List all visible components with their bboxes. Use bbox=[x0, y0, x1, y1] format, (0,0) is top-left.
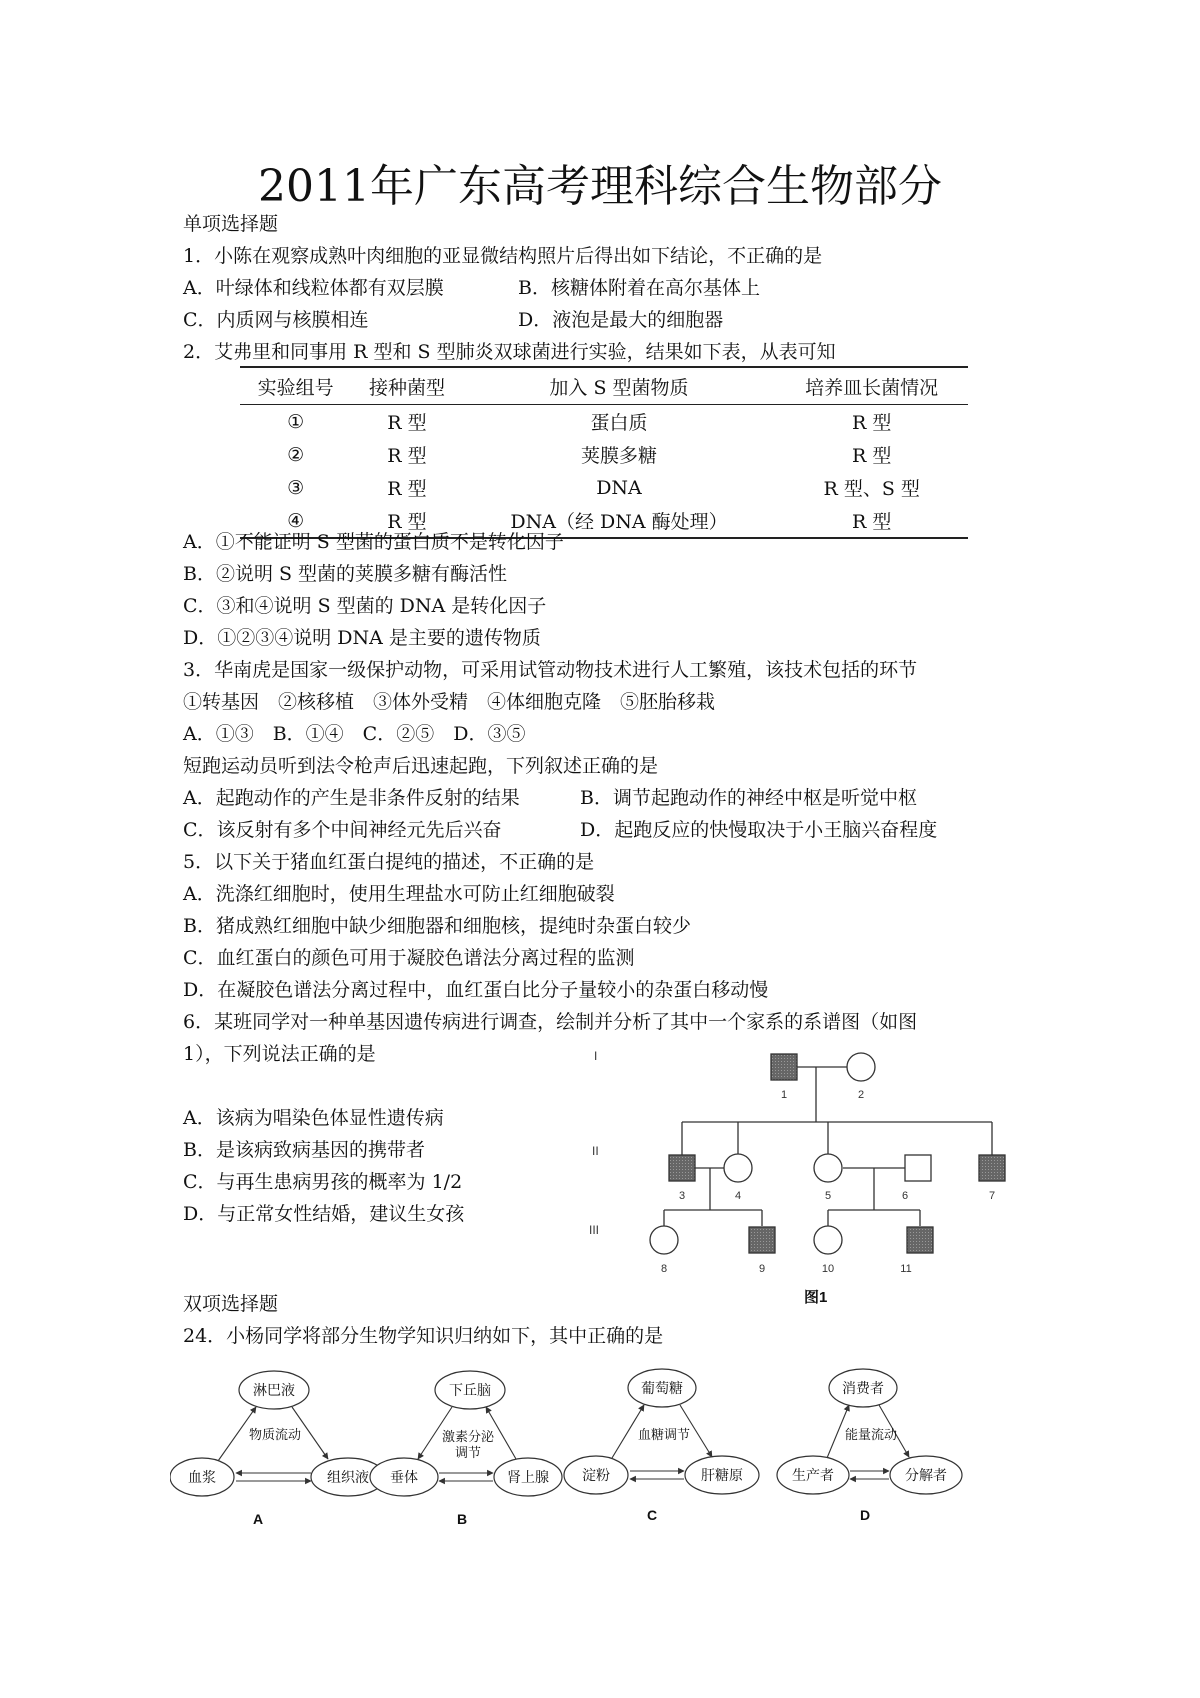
q6-stem-cont: 1），下列说法正确的是 bbox=[183, 1043, 376, 1065]
q2-option-c: C．③和④说明 S 型菌的 DNA 是转化因子 bbox=[183, 595, 547, 617]
pedigree-gen-label: III bbox=[589, 1223, 600, 1237]
section-double-choice: 双项选择题 bbox=[183, 1293, 279, 1315]
q1-option-c: C．内质网与核膜相连 bbox=[183, 309, 369, 331]
q4-option-b: B．调节起跑动作的神经中枢是听觉中枢 bbox=[580, 787, 917, 809]
table-cell: DNA（经 DNA 酶处理） bbox=[463, 504, 776, 538]
pedigree-ii6-male bbox=[905, 1155, 931, 1181]
table-cell: R 型 bbox=[351, 504, 462, 538]
table-header-row bbox=[240, 367, 968, 405]
node-label: 组织液 bbox=[327, 1470, 369, 1486]
q1-option-a: A．叶绿体和线粒体都有双层膜 bbox=[183, 277, 444, 299]
q24-diagrams bbox=[170, 1362, 1030, 1532]
node-label: 淀粉 bbox=[582, 1468, 610, 1484]
q1-option-d: D．液泡是最大的细胞器 bbox=[518, 309, 724, 331]
center-label: 物质流动 bbox=[248, 1428, 302, 1443]
table-cell: R 型 bbox=[387, 478, 427, 500]
node-label: 下丘脑 bbox=[449, 1383, 491, 1399]
q3-stem: 3．华南虎是国家一级保护动物，可采用试管动物技术进行人工繁殖，该技术包括的环节 bbox=[183, 659, 918, 681]
q6-stem: 6．某班同学对一种单基因遗传病进行调查，绘制并分析了其中一个家系的系谱图（如图 bbox=[183, 1011, 918, 1033]
diagram-a bbox=[170, 1371, 385, 1527]
node-label: 分解者 bbox=[905, 1468, 947, 1484]
q3-options: A．①③ B．①④ C．②⑤ D．③⑤ bbox=[183, 723, 526, 745]
table-cell: R 型 bbox=[852, 412, 892, 434]
q6-option-b: B．是该病致病基因的携带者 bbox=[183, 1139, 425, 1161]
center-label: 激素分泌 bbox=[441, 1430, 495, 1445]
pedigree-number: 8 bbox=[660, 1263, 668, 1275]
diagram-letter: D bbox=[859, 1507, 871, 1523]
pedigree-number: 9 bbox=[758, 1263, 766, 1275]
pedigree-number: 7 bbox=[988, 1190, 996, 1202]
table-cell: ④ bbox=[240, 504, 351, 538]
pedigree-ii7-affected-male bbox=[979, 1155, 1005, 1181]
q2-stem: 2．艾弗里和同事用 R 型和 S 型肺炎双球菌进行实验，结果如下表，从表可知 bbox=[183, 341, 836, 363]
table-cell: R 型 bbox=[387, 412, 427, 434]
pedigree-iii9-affected-male bbox=[749, 1227, 775, 1253]
q5-option-d: D．在凝胶色谱法分离过程中，血红蛋白比分子量较小的杂蛋白移动慢 bbox=[183, 979, 769, 1001]
pedigree-gen-label: II bbox=[592, 1144, 599, 1158]
table-row bbox=[240, 471, 968, 504]
q1-option-b: B．核糖体附着在高尔基体上 bbox=[518, 277, 760, 299]
table-cell: R 型 bbox=[775, 504, 968, 538]
node-label: 肝糖原 bbox=[701, 1468, 743, 1484]
q3-items: ①转基因 ②核移植 ③体外受精 ④体细胞克隆 ⑤胚胎移栽 bbox=[183, 691, 716, 713]
table-cell: 荚膜多糖 bbox=[580, 445, 657, 467]
table-cell: R 型 bbox=[852, 445, 892, 467]
center-label: 调节 bbox=[454, 1446, 482, 1461]
diagram-letter: A bbox=[252, 1511, 264, 1527]
page-title: 2011年广东高考理科综合生物部分 bbox=[258, 161, 942, 212]
pedigree-ii5-female bbox=[814, 1154, 842, 1182]
diagram-letter: B bbox=[456, 1511, 468, 1527]
q24-stem: 24．小杨同学将部分生物学知识归纳如下，其中正确的是 bbox=[183, 1325, 664, 1347]
figure-caption: 图1 bbox=[804, 1289, 828, 1306]
table-cell: 蛋白质 bbox=[590, 412, 648, 434]
q2-option-b: B．②说明 S 型菌的荚膜多糖有酶活性 bbox=[183, 563, 508, 585]
table-cell: ① bbox=[287, 410, 305, 433]
q5-stem: 5．以下关于猪血红蛋白提纯的描述，不正确的是 bbox=[183, 851, 595, 873]
pedigree-number: 2 bbox=[857, 1089, 865, 1101]
q2-option-a: A．①不能证明 S 型菌的蛋白质不是转化因子 bbox=[183, 531, 564, 553]
q6-option-d: D．与正常女性结婚，建议生女孩 bbox=[183, 1203, 465, 1225]
q4-option-a: A．起跑动作的产生是非条件反射的结果 bbox=[183, 787, 520, 809]
table-header: 加入 S 型菌物质 bbox=[463, 367, 776, 405]
node-label: 血浆 bbox=[188, 1470, 216, 1486]
q1-stem: 1．小陈在观察成熟叶肉细胞的亚显微结构照片后得出如下结论，不正确的是 bbox=[183, 245, 823, 267]
center-label: 能量流动 bbox=[844, 1428, 898, 1443]
pedigree-number: 11 bbox=[900, 1263, 912, 1275]
q6-option-c: C．与再生患病男孩的概率为 1/2 bbox=[183, 1171, 463, 1193]
pedigree-i1-affected-male bbox=[771, 1054, 797, 1080]
node-label: 淋巴液 bbox=[253, 1383, 295, 1399]
pedigree-figure bbox=[580, 1040, 1040, 1310]
table-cell: DNA bbox=[596, 476, 642, 499]
table-row bbox=[240, 438, 968, 471]
q5-option-b: B．猪成熟红细胞中缺少细胞器和细胞核，提纯时杂蛋白较少 bbox=[183, 915, 691, 937]
q6-option-a: A．该病为唱染色体显性遗传病 bbox=[183, 1107, 444, 1129]
q5-option-c: C．血红蛋白的颜色可用于凝胶色谱法分离过程的监测 bbox=[183, 947, 635, 969]
table-cell: R 型、S 型 bbox=[823, 478, 920, 500]
pedigree-number: 6 bbox=[901, 1190, 909, 1202]
pedigree-ii3-affected-male bbox=[669, 1155, 695, 1181]
pedigree-i2-female bbox=[847, 1053, 875, 1081]
table-row bbox=[240, 405, 968, 439]
table-cell: ③ bbox=[287, 476, 305, 499]
pedigree-number: 4 bbox=[734, 1190, 742, 1202]
table-header: 实验组号 bbox=[240, 367, 351, 405]
pedigree-ii4-female bbox=[724, 1154, 752, 1182]
center-label: 血糖调节 bbox=[637, 1428, 691, 1443]
table-cell: R 型 bbox=[387, 445, 427, 467]
diagram-b bbox=[370, 1371, 562, 1527]
pedigree-gen-label: I bbox=[594, 1049, 598, 1063]
table-header: 培养皿长菌情况 bbox=[775, 367, 968, 405]
pedigree-number: 3 bbox=[678, 1190, 686, 1202]
pedigree-iii8-female bbox=[650, 1226, 678, 1254]
q2-results-table bbox=[240, 366, 968, 539]
pedigree-iii10-female bbox=[814, 1226, 842, 1254]
q4-option-d: D．起跑反应的快慢取决于小王脑兴奋程度 bbox=[580, 819, 938, 841]
pedigree-iii11-affected-male bbox=[907, 1227, 933, 1253]
pedigree-number: 1 bbox=[780, 1089, 788, 1101]
section-single-choice: 单项选择题 bbox=[183, 213, 279, 235]
q5-option-a: A．洗涤红细胞时，使用生理盐水可防止红细胞破裂 bbox=[183, 883, 615, 905]
node-label: 生产者 bbox=[792, 1468, 834, 1484]
pedigree-number: 10 bbox=[821, 1263, 835, 1275]
node-label: 葡萄糖 bbox=[641, 1381, 683, 1397]
q4-option-c: C．该反射有多个中间神经元先后兴奋 bbox=[183, 819, 502, 841]
pedigree-number: 5 bbox=[824, 1190, 832, 1202]
diagram-c bbox=[564, 1369, 759, 1523]
q2-option-d: D．①②③④说明 DNA 是主要的遗传物质 bbox=[183, 627, 541, 649]
diagram-d bbox=[777, 1369, 962, 1523]
node-label: 消费者 bbox=[842, 1381, 884, 1397]
node-label: 垂体 bbox=[390, 1470, 418, 1486]
table-header: 接种菌型 bbox=[351, 367, 462, 405]
node-label: 肾上腺 bbox=[507, 1470, 549, 1486]
q4-stem: 短跑运动员听到法令枪声后迅速起跑，下列叙述正确的是 bbox=[183, 755, 659, 777]
diagram-letter: C bbox=[646, 1507, 658, 1523]
table-cell: ② bbox=[287, 443, 305, 466]
